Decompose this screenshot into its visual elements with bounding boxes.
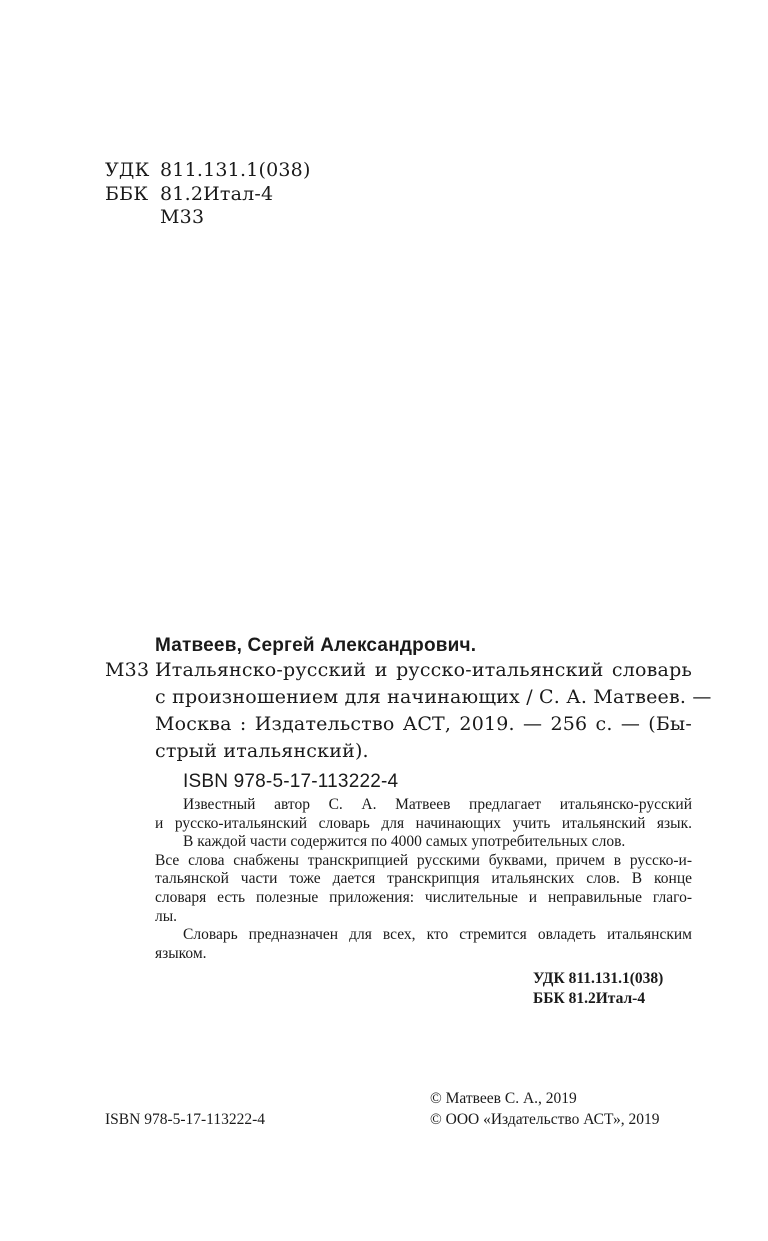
record-bbk: ББК 81.2Итал-4 bbox=[533, 990, 646, 1007]
bbk-value: 81.2Итал-4 bbox=[160, 183, 274, 205]
record-isbn: ISBN 978-5-17-113222-4 bbox=[183, 771, 399, 792]
annotation-line: Все слова снабжены транскрипцией русскими буквами, причем в русско-и- bbox=[155, 851, 692, 869]
footer-isbn: ISBN 978-5-17-113222-4 bbox=[105, 1111, 266, 1128]
annotation bbox=[155, 796, 692, 963]
annotation-line: и русско-итальянский словарь для начинающих учить итальянский язык. bbox=[155, 814, 692, 832]
annotation-line: лы. bbox=[155, 907, 178, 925]
annotation-line: Известный автор С. А. Матвеев предлагает итальянско-русский bbox=[183, 796, 692, 813]
udk-label: УДК bbox=[105, 159, 150, 181]
description-line: с произношением для начинающих / С. А. Матвеев. — bbox=[155, 686, 712, 708]
annotation-line: В каждой части содержится по 4000 самых употребительных слов. bbox=[183, 833, 626, 851]
annotation-line: тальянской части тоже дается транскрипция итальянских слов. В конце bbox=[155, 870, 692, 888]
description-line: стрый итальянский). bbox=[155, 740, 369, 762]
copyright-author: © Матвеев С. А., 2019 bbox=[430, 1090, 577, 1107]
description-line: Москва : Издательство АСТ, 2019. — 256 с. — (Бы- bbox=[155, 713, 692, 735]
bbk-label: ББК bbox=[105, 183, 149, 205]
annotation-line: языком. bbox=[155, 944, 207, 962]
record-description bbox=[155, 657, 712, 765]
annotation-line: словаря есть полезные приложения: числительные и неправильные глаго- bbox=[155, 888, 692, 906]
record-heading: Матвеев, Сергей Александрович. bbox=[155, 635, 477, 656]
record-author-mark: М33 bbox=[105, 659, 150, 681]
author-mark: М33 bbox=[160, 206, 205, 228]
record-udk: УДК 811.131.1(038) bbox=[533, 970, 664, 987]
udk-value: 811.131.1(038) bbox=[160, 159, 311, 181]
description-line: Итальянско-русский и русско-итальянский словарь bbox=[155, 659, 692, 681]
annotation-line: Словарь предназначен для всех, кто стремится овладеть итальянским bbox=[183, 926, 692, 944]
copyright-publisher: © ООО «Издательство АСТ», 2019 bbox=[430, 1111, 660, 1128]
